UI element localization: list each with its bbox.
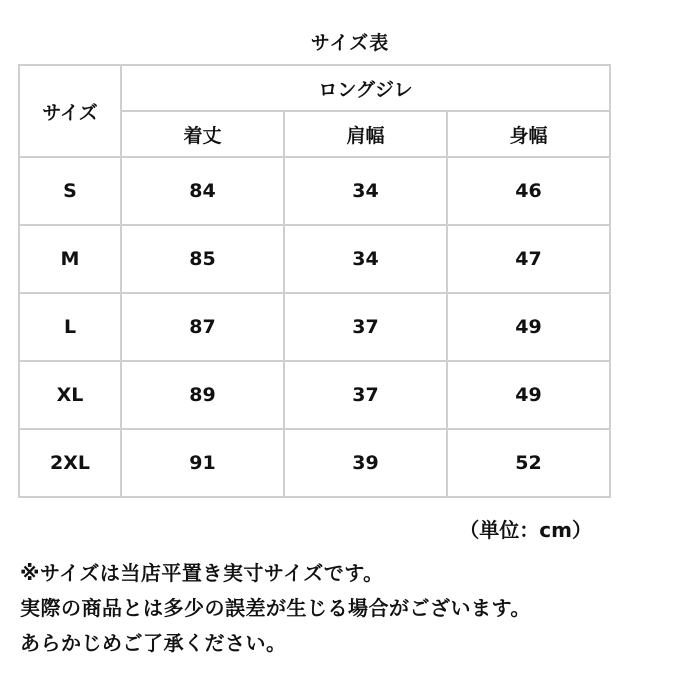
value-cell: 52 — [447, 429, 610, 497]
table-row — [19, 429, 610, 497]
note-line: ※サイズは当店平置き実寸サイズです。 — [20, 561, 384, 585]
value-cell: 46 — [447, 157, 610, 225]
value-cell: 91 — [121, 429, 284, 497]
note-line: 実際の商品とは多少の誤差が生じる場合がございます。 — [20, 596, 531, 620]
column-header-width: 身幅 — [447, 111, 610, 157]
value-cell: 34 — [284, 225, 447, 293]
size-table — [18, 64, 611, 498]
size-cell: 2XL — [19, 429, 121, 497]
value-cell: 47 — [447, 225, 610, 293]
value-cell: 89 — [121, 361, 284, 429]
table-row — [19, 225, 610, 293]
size-cell: XL — [19, 361, 121, 429]
size-cell: S — [19, 157, 121, 225]
note-line: あらかじめご了承ください。 — [20, 631, 287, 655]
value-cell: 49 — [447, 293, 610, 361]
value-cell: 49 — [447, 361, 610, 429]
table-row — [19, 157, 610, 225]
notes — [20, 556, 690, 661]
size-cell: L — [19, 293, 121, 361]
column-header-length: 着丈 — [121, 111, 284, 157]
column-header-shoulder: 肩幅 — [284, 111, 447, 157]
page-title: サイズ表 — [310, 32, 390, 54]
size-column-header: サイズ — [19, 65, 121, 157]
table-row — [19, 361, 610, 429]
value-cell: 85 — [121, 225, 284, 293]
table-header-row — [19, 65, 610, 111]
value-cell: 87 — [121, 293, 284, 361]
value-cell: 37 — [284, 293, 447, 361]
table-row — [19, 293, 610, 361]
garment-header: ロングジレ — [121, 65, 610, 111]
value-cell: 37 — [284, 361, 447, 429]
unit-label: （単位：cm） — [459, 518, 592, 542]
value-cell: 84 — [121, 157, 284, 225]
value-cell: 34 — [284, 157, 447, 225]
value-cell: 39 — [284, 429, 447, 497]
size-cell: M — [19, 225, 121, 293]
